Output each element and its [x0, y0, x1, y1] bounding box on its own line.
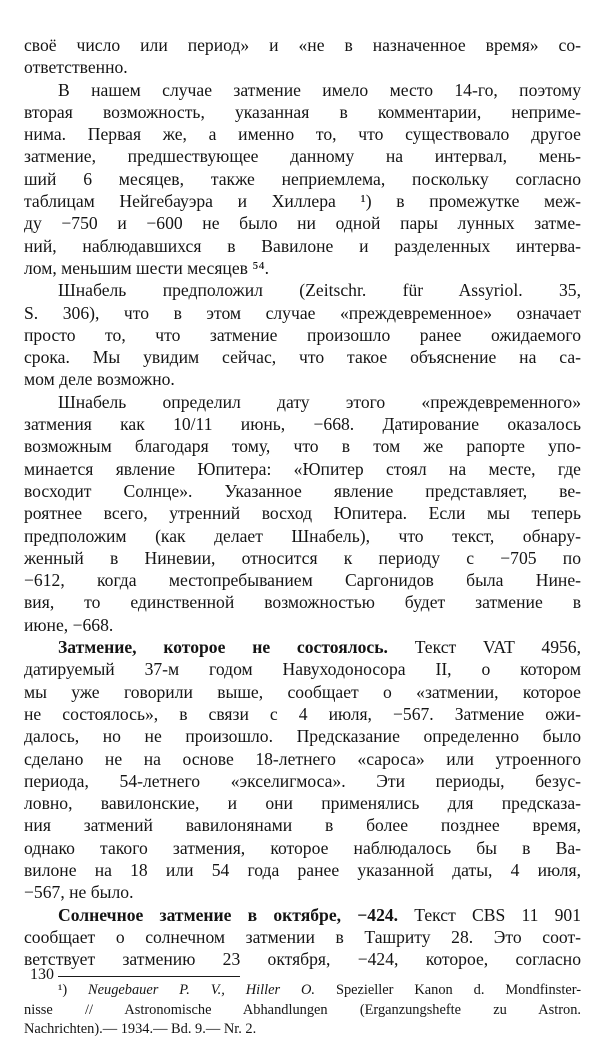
text-line: ший 6 месяцев, также неприемлема, поскольку согласно — [24, 168, 581, 189]
text-line: восходит Солнце». Указанное явление представляет, ве- — [24, 480, 581, 501]
paragraph-1 — [24, 34, 581, 79]
text-line: ния затмений вавилонянами в более позднее время, — [24, 815, 581, 836]
text-line: затмение, предшествующее данному на интервал, мень- — [24, 146, 581, 167]
text-line: июне, −668. — [24, 614, 114, 635]
text-line: роятнее всего, утренний восход Юпитера. Если мы теперь — [24, 503, 581, 524]
footnote — [24, 981, 581, 1040]
paragraph-4 — [24, 391, 581, 636]
page-number: 130 — [30, 966, 54, 983]
text-line: ветствует затмению 23 октября, −424, которое, согласно — [24, 949, 581, 970]
footnote-marker: ¹) — [58, 982, 68, 999]
text-line: сообщает о солнечном затмении в Ташриту 28. Это соот- — [24, 926, 581, 947]
text-line: нима. Первая же, а именно то, что существовало другое — [24, 124, 581, 145]
text-line: своё число или период» и «не в назначенное время» со- — [24, 35, 581, 55]
footnote-line: nisse // Astronomische Abhandlungen (Erganzungshefte zu Astron. — [24, 1001, 581, 1018]
text-line: возможным благодаря тому, что в том же рапорте упо- — [24, 436, 581, 457]
text-line — [24, 636, 581, 658]
text-line: просто то, что затмение произошло ранее ожидаемого — [24, 324, 581, 345]
text-line: S. 306), что в этом случае «преждевременное» означает — [24, 302, 581, 323]
text-line: В нашем случае затмение имело место 14-го, поэтому — [58, 79, 581, 100]
paragraph-3 — [24, 279, 581, 390]
text-line: мом деле возможно. — [24, 369, 175, 390]
text-line: однако такого затмения, которое наблюдалось бы в Ва- — [24, 837, 581, 858]
footnote-authors: Neugebauer P. V., Hiller O. — [88, 982, 316, 999]
text-line: далось, но не произошло. Предсказание определенно было — [24, 726, 581, 747]
text-line: срока. Мы увидим сейчас, что такое объяснение на са- — [24, 347, 581, 368]
text-line: ний, наблюдавшихся в Вавилоне и разделенных интерва- — [24, 235, 581, 256]
footnote-line — [24, 981, 581, 1001]
footnote-line: Nachrichten).— 1934.— Bd. 9.— Nr. 2. — [24, 1021, 257, 1038]
text-line: ответственно. — [24, 57, 128, 78]
text-line — [24, 904, 581, 926]
text-line: вилоне на 18 или 54 года ранее указанной даты, 4 июля, — [24, 859, 581, 880]
text-line: датируемый 37-м годом Навуходоносора II, о котором — [24, 659, 581, 680]
text-line: предположим (как делает Шнабель), что текст, обнару- — [24, 525, 581, 546]
text-line: лом, меньшим шести месяцев ⁵⁴. — [24, 257, 270, 278]
text-line: таблицам Нейгебауэра и Хиллера ¹) в промежутке меж- — [24, 191, 581, 212]
text-line: минается явление Юпитера: «Юпитер стоял на месте, где — [24, 458, 581, 479]
paragraph-6 — [24, 904, 581, 971]
section-heading: Затмение, которое не состоялось. — [58, 637, 388, 658]
text-line: вторая возможность, указанная в комментарии, неприме- — [24, 101, 581, 122]
text-line: ловно, вавилонские, и они применялись для предсказа- — [24, 793, 581, 814]
text-fragment: Текст VAT 4956, — [387, 637, 581, 658]
text-line: Шнабель определил дату этого «преждевременного» — [58, 391, 581, 412]
text-line: вия, то единственной возможностью будет затмение в — [24, 592, 581, 613]
text-line: −567, не было. — [24, 882, 134, 903]
document-page — [24, 34, 581, 1040]
text-line: не состоялось», в связи с 4 июля, −567. Затмение ожи- — [24, 703, 581, 724]
paragraph-5 — [24, 636, 581, 904]
text-line: ду −750 и −600 не было ни одной пары лунных затме- — [24, 213, 581, 234]
text-fragment: Текст CBS 11 901 — [398, 904, 581, 925]
text-fragment: Spezieller Kanon d. Mondfinster- — [315, 982, 582, 999]
text-line: сделано не на основе 18-летнего «сароса» или утроенного — [24, 748, 581, 769]
text-line: затмения как 10/11 июнь, −668. Датирование оказалось — [24, 414, 581, 435]
text-line: периода, 54-летнего «экселигмоса». Эти периоды, безус- — [24, 770, 581, 791]
section-heading: Солнечное затмение в октябре, −424. — [58, 904, 399, 925]
text-line: −612, когда местопребыванием Саргонидов была Нине- — [24, 570, 581, 591]
text-line: женный в Ниневии, относится к периоду с −705 по — [24, 547, 581, 568]
text-line: мы уже говорили выше, сообщает о «затмении, которое — [24, 681, 581, 702]
text-line: Шнабель предположил (Zeitschr. für Assyriol. 35, — [58, 280, 581, 301]
footnote-divider — [58, 976, 240, 977]
paragraph-2 — [24, 79, 581, 280]
